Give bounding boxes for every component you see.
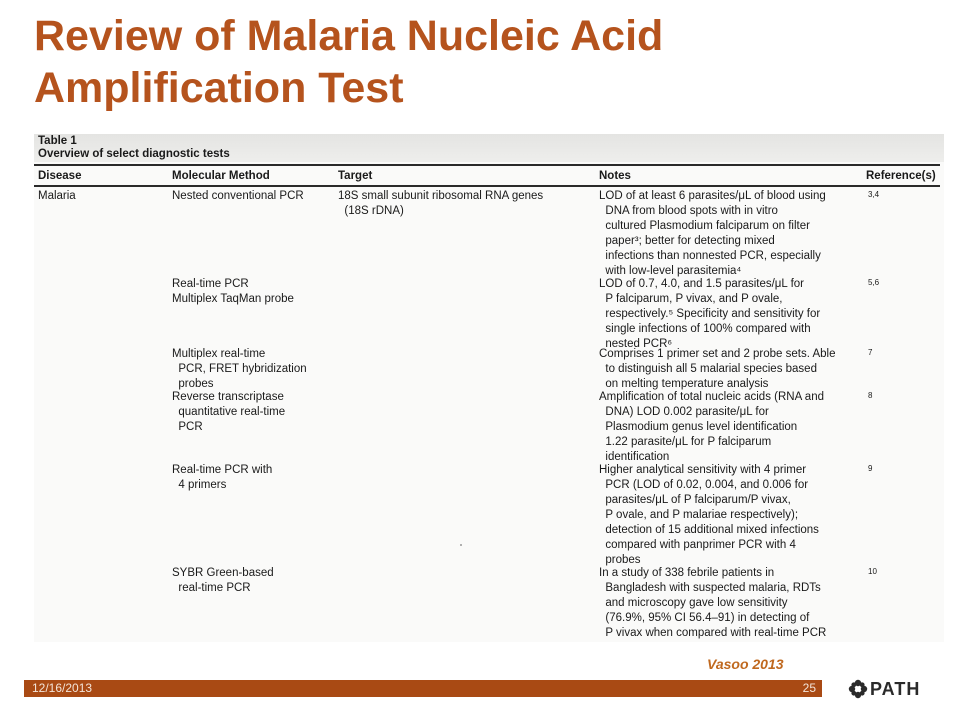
cell-method-6: SYBR Green-based real-time PCR [172,567,274,594]
cell-method-1: Nested conventional PCR [172,190,304,202]
header-notes: Notes [599,170,631,182]
path-logo [848,678,920,700]
table-header-rule [34,185,940,187]
cell-notes-1: LOD of at least 6 parasites/μL of blood using DNA from blood spots with in vitro cultured Plasmodium falciparum on filter paper³; better for detecting mixed infections than nonnested PCR, especially with low-level parasitemia⁴ [599,190,826,277]
cell-disease: Malaria [38,190,76,202]
header-references: Reference(s) [866,170,936,182]
table-subtitle: Overview of select diagnostic tests [38,148,230,160]
cell-method-2: Real-time PCR Multiplex TaqMan probe [172,278,294,305]
slide-title [34,10,914,114]
cell-notes-5: Higher analytical sensitivity with 4 primer PCR (LOD of 0.02, 0.004, and 0.006 for parasites/μL of P falciparum/P vivax, P ovale, and P malariae respectively); detection of 15 additional mixed infections compared with panprimer PCR with 4 probes [599,464,819,566]
cell-ref-5: 9 [868,464,873,473]
cell-ref-1: 3,4 [868,190,880,199]
header-molecular-method: Molecular Method [172,170,270,182]
table-caption: Table 1 [38,135,77,147]
cell-ref-2: 5,6 [868,278,880,287]
table-top-rule [34,164,940,166]
footer-bar [24,680,822,697]
header-disease: Disease [38,170,82,182]
path-flower-icon [848,679,868,699]
cell-method-4: Reverse transcriptase quantitative real-time PCR [172,391,286,433]
cell-notes-2: LOD of 0.7, 4.0, and 1.5 parasites/μL for P falciparum, P vivax, and P ovale, respectively.⁵ Specificity and sensitivity for single infections of 100% compared with nested PCR⁶ [599,278,821,350]
cell-target: 18S small subunit ribosomal RNA genes (18S rDNA) [338,190,544,217]
table-image [34,134,944,642]
cell-method-5: Real-time PCR with 4 primers [172,464,273,491]
cell-notes-4: Amplification of total nucleic acids (RNA and DNA) LOD 0.002 parasite/μL for Plasmodium genus level identification 1.22 parasite/μL for P falciparum identification [599,391,824,463]
footer-date: 12/16/2013 [32,681,93,695]
citation: Vasoo 2013 [707,656,784,672]
cell-ref-4: 8 [868,391,873,400]
cell-notes-6: In a study of 338 febrile patients in Bangladesh with suspected malaria, RDTs and microscopy gave low sensitivity (76.9%, 95% CI 56.4–91) in detecting of P vivax when compared with real-time PCR [599,567,827,639]
cell-notes-3: Comprises 1 primer set and 2 probe sets. Able to distinguish all 5 malarial species based on melting temperature analysis [599,348,836,390]
cell-ref-6: 10 [868,567,877,576]
header-target: Target [338,170,373,182]
slide-number: 25 [802,681,816,695]
cell-method-3: Multiplex real-time PCR, FRET hybridization probes [172,348,307,390]
slide-title-line2: Amplification Test [34,64,404,112]
slide-title-line1: Review of Malaria Nucleic Acid [34,12,664,60]
logo-text: PATH [870,678,921,699]
scan-speck [460,544,462,546]
cell-ref-3: 7 [868,348,873,357]
